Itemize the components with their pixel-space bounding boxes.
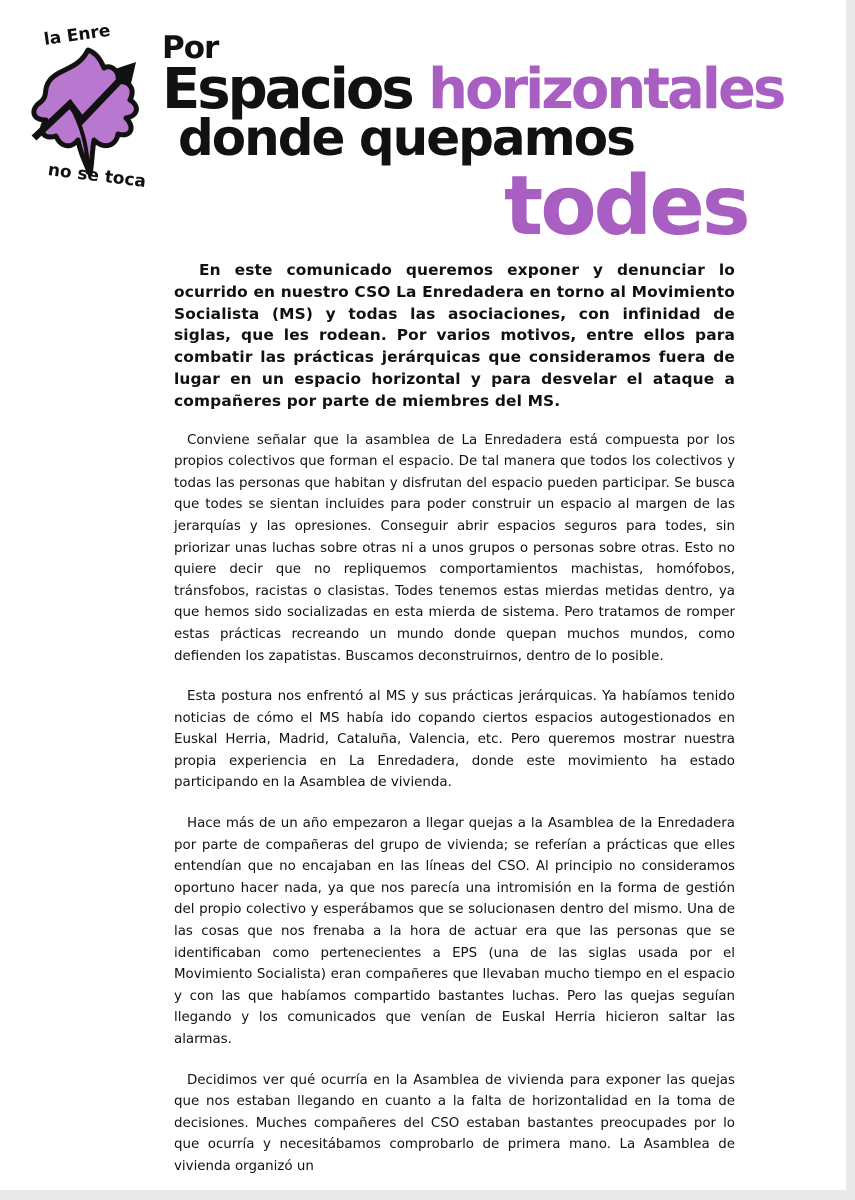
- page-edge-right: [846, 0, 855, 1200]
- headline-horizontales: horizontales: [428, 57, 784, 122]
- headline-todes: todes: [504, 159, 748, 254]
- enredadera-logo: [20, 20, 150, 192]
- headline-line-donde-quepamos: donde quepamos: [178, 109, 634, 167]
- logo-bottom-text: no se toca: [46, 160, 148, 192]
- body-paragraph-2: Esta postura nos enfrentó al MS y sus prácticas jerárquicas. Ya habíamos tenido noticias de cómo el MS había ido copando ciertos espacios autogestionados en Euskal Herria, Madrid, Cataluña, Valencia, etc. Pero queremos mostrar nuestra propia experiencia en La Enredadera, donde este movimiento ha estado participando en la Asamblea de vivienda.: [174, 689, 735, 791]
- lead-paragraph: En este comunicado queremos exponer y denunciar lo ocurrido en nuestro CSO La Enredadera en torno al Movimiento Socialista (MS) y todas las asociaciones, con infinidad de siglas, que les rodean. Por varios motivos, entre ellos para combatir las prácticas jerárquicas que consideramos fuera de lugar en un espacio horizontal y para desvelar el ataque a compañeres por parte de miembres del MS.: [174, 261, 735, 410]
- headline-line-por: Por: [162, 30, 219, 66]
- headline-espacios: Espacios: [162, 57, 429, 122]
- logo-top-text: la Enre: [42, 20, 112, 50]
- body-paragraph-4: Decidimos ver qué ocurría en la Asamblea de vivienda para exponer las quejas que nos estaban llegando en cuanto a la falta de horizontalidad en la toma de decisiones. Muches compañeres del CSO estaban bastantes preocupades por lo que ocurría y necesitábamos comprobarlo de primera mano. La Asamblea de vivienda organizó un: [174, 1072, 735, 1174]
- article-body: [174, 260, 735, 1197]
- body-paragraph-1: Conviene señalar que la asamblea de La Enredadera está compuesta por los propios colectivos que forman el espacio. De tal manera que todos los colectivos y todas las personas que habitan y disfrutan del espacio pueden participar. Se busca que todes se sientan incluides para poder construir un espacio al margen de las jerarquías y las opresiones. Conseguir abrir espacios seguros para todes, sin priorizar unas luchas sobre otras ni a unos grupos o personas sobre otras. Esto no quiere decir que no repliquemos comportamientos machistas, homófobos, tránsfobos, racistas o clasistas. Todes tenemos estas mierdas metidas dentro, ya que hemos sido socializadas en esta mierda de sistema. Pero tratamos de romper estas prácticas recreando un mundo donde quepan muchos mundos, como defienden los zapatistas. Buscamos deconstruirnos, dentro de lo posible.: [174, 432, 735, 664]
- body-paragraph-3: Hace más de un año empezaron a llegar quejas a la Asamblea de la Enredadera por parte de compañeras del grupo de vivienda; se referían a prácticas que elles entendían que no encajaban en las líneas del CSO. Al principio no consideramos oportuno hacer nada, ya que nos parecía una intromisión en la forma de gestión del propio colectivo y esperábamos que se solucionasen dentro del mismo. Una de las cosas que nos frenaba a la hora de actuar era que las personas que se identificaban como pertenecientes a EPS (una de las siglas usada por el Movimiento Socialista) eran compañeres que llevaban mucho tiempo en el espacio y con las que habíamos compartido bastantes luchas. Pero las quejas seguían llegando y los comunicados que venían de Euskal Herria hicieron saltar las alarmas.: [174, 816, 735, 1048]
